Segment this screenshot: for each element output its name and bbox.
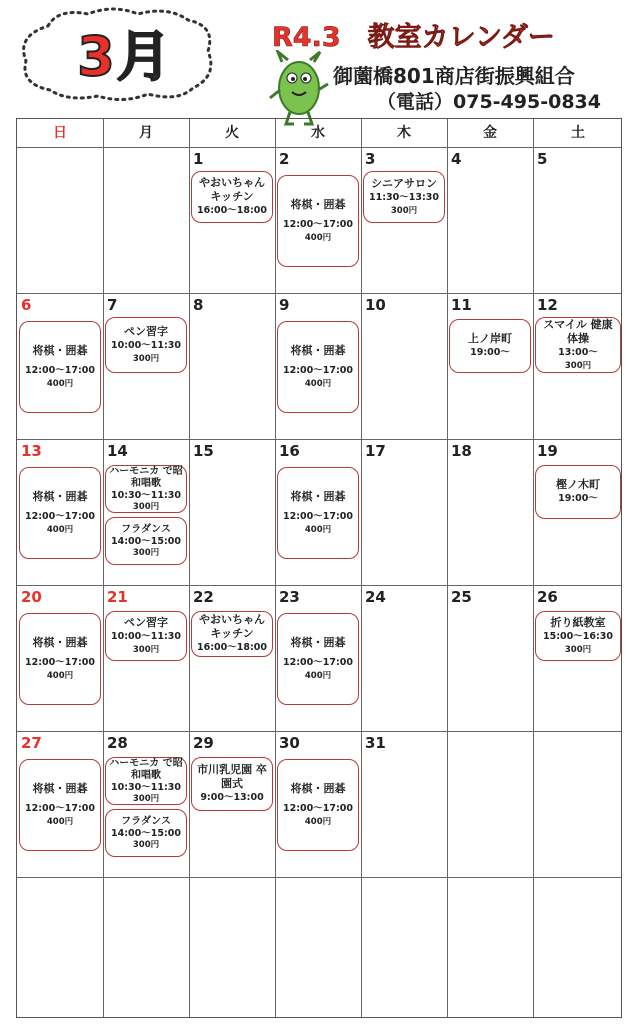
date-number: 17 [365,442,386,460]
event-card[interactable] [449,319,531,373]
event-price: 300円 [132,793,160,804]
date-number: 31 [365,734,386,752]
event-time: 14:00〜15:00 [111,535,181,547]
event-price: 400円 [46,816,74,827]
row-divider [17,585,621,586]
event-time: 12:00〜17:00 [283,510,353,522]
date-number: 13 [21,442,42,460]
column-divider [533,119,534,1017]
event-name: 将棋・囲碁 [32,343,88,357]
event-time: 9:00〜13:00 [200,792,264,803]
event-name: 折り紙教室 [550,615,606,629]
column-divider [361,119,362,1017]
event-name: 将棋・囲碁 [290,635,346,649]
row-divider [17,731,621,732]
event-time: 12:00〜17:00 [25,656,95,668]
event-time: 10:00〜11:30 [111,339,181,351]
event-card[interactable] [191,611,273,657]
row-divider [17,147,621,148]
calendar-header [0,0,640,118]
date-number: 2 [279,150,290,168]
event-price: 400円 [46,378,74,389]
event-card[interactable] [535,465,621,519]
event-card[interactable] [105,465,187,513]
date-number: 20 [21,588,42,606]
event-card[interactable] [277,613,359,705]
event-name: ハーモニカ で昭和唱歌 [109,757,183,781]
event-name: やおいちゃん キッチン [199,176,265,203]
event-card[interactable] [363,171,445,223]
phone-number: （電話）075-495-0834 [377,91,601,113]
date-number: 30 [279,734,300,752]
row-divider [17,439,621,440]
date-number: 21 [107,588,128,606]
event-price: 300円 [132,839,160,850]
date-number: 29 [193,734,214,752]
mascot-icon [268,50,330,126]
event-name: 市川乳児園 卒園式 [197,763,267,790]
date-number: 3 [365,150,376,168]
weekday-header: 土 [571,125,585,141]
event-name: 将棋・囲碁 [290,781,346,795]
weekday-header: 木 [397,125,411,141]
event-card[interactable] [19,613,101,705]
event-price: 400円 [304,816,332,827]
date-number: 15 [193,442,214,460]
event-card[interactable] [105,757,187,805]
event-name: フラダンス [121,815,171,827]
event-price: 300円 [564,644,592,655]
date-number: 14 [107,442,128,460]
date-number: 16 [279,442,300,460]
date-number: 27 [21,734,42,752]
weekday-header: 水 [311,125,325,141]
event-name: 将棋・囲碁 [32,489,88,503]
event-name: 将棋・囲碁 [290,343,346,357]
month-label: 3月 [77,25,173,88]
event-card[interactable] [535,317,621,373]
event-price: 400円 [304,232,332,243]
event-time: 10:30〜11:30 [111,489,181,501]
weekday-header: 金 [483,125,497,141]
event-name: フラダンス [121,523,171,535]
event-name: 上ノ岸町 [468,332,512,345]
event-card[interactable] [19,467,101,559]
column-divider [103,119,104,1017]
date-number: 11 [451,296,472,314]
event-price: 300円 [132,547,160,558]
column-divider [275,119,276,1017]
event-price: 300円 [564,360,592,371]
event-card[interactable] [19,759,101,851]
event-time: 12:00〜17:00 [283,218,353,230]
event-card[interactable] [277,467,359,559]
event-card[interactable] [105,809,187,857]
date-number: 22 [193,588,214,606]
date-number: 19 [537,442,558,460]
event-price: 300円 [132,353,160,364]
event-time: 13:00〜 [558,346,598,358]
event-time: 12:00〜17:00 [25,802,95,814]
date-number: 28 [107,734,128,752]
event-time: 12:00〜17:00 [283,656,353,668]
event-name: やおいちゃん キッチン [199,613,265,640]
date-number: 5 [537,150,548,168]
date-number: 9 [279,296,290,314]
date-number: 25 [451,588,472,606]
weekday-header: 日 [53,125,67,141]
event-name: ハーモニカ で昭和唱歌 [109,465,183,489]
event-card[interactable] [277,759,359,851]
event-name: 樫ノ木町 [556,478,600,491]
date-number: 1 [193,150,204,168]
calendar-title: R4.3 教室カレンダー [272,22,555,53]
event-time: 14:00〜15:00 [111,827,181,839]
event-name: ペン習字 [124,324,168,338]
date-number: 26 [537,588,558,606]
event-name: 将棋・囲碁 [290,197,346,211]
event-name: 将棋・囲碁 [290,489,346,503]
event-time: 12:00〜17:00 [283,364,353,376]
date-number: 6 [21,296,32,314]
event-price: 300円 [390,205,418,216]
event-name: スマイル 健康体操 [543,317,613,345]
event-time: 12:00〜17:00 [25,364,95,376]
event-card[interactable] [277,175,359,267]
event-card[interactable] [19,321,101,413]
date-number: 4 [451,150,462,168]
event-card[interactable] [191,757,273,811]
event-time: 10:00〜11:30 [111,630,181,642]
weekday-header: 火 [225,125,239,141]
event-time: 15:00〜16:30 [543,630,613,642]
row-divider [17,293,621,294]
event-card[interactable] [105,517,187,565]
event-card[interactable] [277,321,359,413]
event-price: 400円 [304,670,332,681]
event-price: 400円 [304,378,332,389]
date-number: 10 [365,296,386,314]
event-time: 16:00〜18:00 [197,205,267,216]
event-time: 16:00〜18:00 [197,642,267,653]
column-divider [189,119,190,1017]
organization-name: 御薗橋801商店街振興組合 [333,64,575,88]
event-name: ペン習字 [124,615,168,629]
date-number: 18 [451,442,472,460]
event-price: 300円 [132,501,160,512]
calendar-grid [16,118,622,1018]
event-time: 10:30〜11:30 [111,781,181,793]
event-price: 400円 [46,670,74,681]
event-card[interactable] [105,611,187,661]
event-name: シニアサロン [371,176,437,190]
event-price: 300円 [132,644,160,655]
event-card[interactable] [191,171,273,223]
date-number: 24 [365,588,386,606]
date-number: 8 [193,296,204,314]
column-divider [447,119,448,1017]
event-price: 400円 [46,524,74,535]
date-number: 23 [279,588,300,606]
event-time: 12:00〜17:00 [25,510,95,522]
event-time: 19:00〜 [470,347,510,358]
date-number: 7 [107,296,118,314]
event-name: 将棋・囲碁 [32,781,88,795]
event-time: 19:00〜 [558,493,598,504]
event-name: 将棋・囲碁 [32,635,88,649]
weekday-header: 月 [139,125,153,141]
row-divider [17,877,621,878]
event-price: 400円 [304,524,332,535]
date-number: 12 [537,296,558,314]
event-card[interactable] [105,317,187,373]
event-card[interactable] [535,611,621,661]
event-time: 11:30〜13:30 [369,191,439,203]
event-time: 12:00〜17:00 [283,802,353,814]
